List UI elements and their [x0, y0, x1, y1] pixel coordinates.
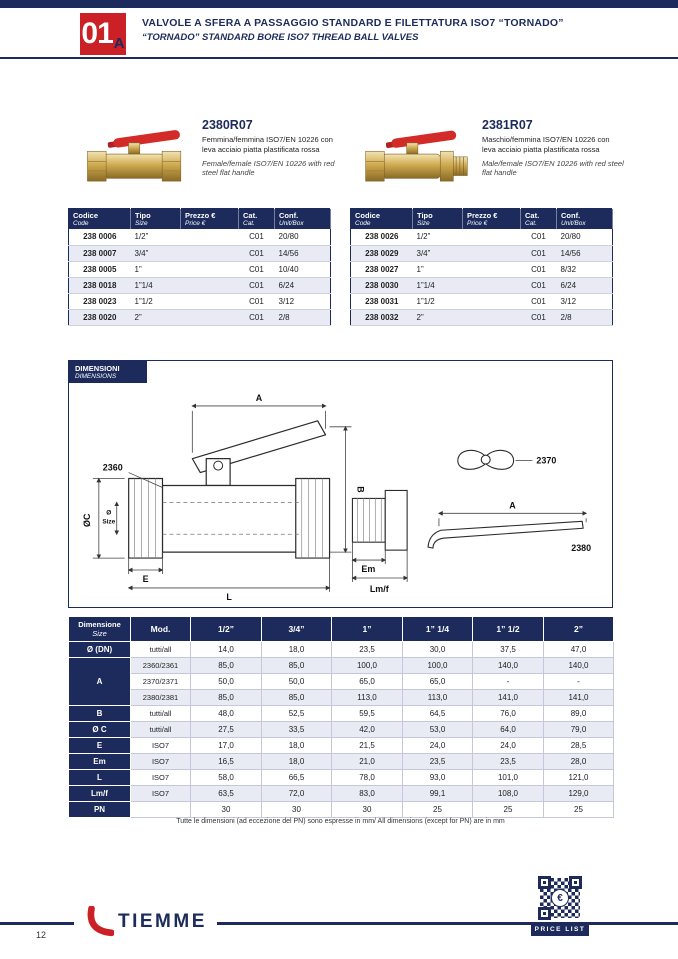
dim-name: Ø C — [69, 722, 131, 738]
cell-size: 3/4” — [131, 245, 181, 261]
dim-value: 83,0 — [332, 786, 403, 802]
dim-value: 27,5 — [191, 722, 262, 738]
dim-value: 18,0 — [262, 738, 332, 754]
cell-size: 1”1/2 — [131, 293, 181, 309]
col-dimensione: Dimensione Size — [69, 617, 131, 642]
dim-label-b: B — [355, 486, 366, 493]
product-description-it: Maschio/femmina ISO7/EN 10226 con leva acciaio piatta plastificata rossa — [482, 135, 610, 154]
col-size-one: 1” — [332, 617, 403, 642]
col-cat: Cat. Cat. — [239, 209, 275, 230]
cell-conf: 20/80 — [557, 229, 613, 245]
dim-value: 66,5 — [262, 770, 332, 786]
cell-code: 238 0006 — [69, 229, 131, 245]
page-title — [142, 17, 620, 43]
cell-conf: 6/24 — [557, 277, 613, 293]
col-codice: Codice Code — [69, 209, 131, 230]
table-header-row — [351, 209, 613, 230]
cell-price — [463, 245, 521, 261]
dim-value: 100,0 — [403, 658, 473, 674]
dim-label-lmf: Lm/f — [369, 583, 389, 594]
dim-row — [69, 754, 614, 770]
dimensions-table — [68, 616, 614, 818]
cell-conf: 6/24 — [275, 277, 331, 293]
cell-cat: C01 — [239, 245, 275, 261]
model-label-2370: 2370 — [536, 455, 557, 466]
product-photo-female-female-valve — [80, 118, 192, 192]
dim-value: 14,0 — [191, 642, 262, 658]
dim-label-o: Ø — [106, 509, 112, 517]
cell-conf: 3/12 — [557, 293, 613, 309]
cell-size: 2” — [413, 309, 463, 325]
qr-finder-icon — [538, 876, 551, 889]
dim-value: 53,0 — [403, 722, 473, 738]
dim-value: 37,5 — [473, 642, 544, 658]
table-row — [351, 261, 613, 277]
dim-mod: tutti/all — [131, 722, 191, 738]
dim-value: 23,5 — [332, 642, 403, 658]
dim-label-size: Size — [102, 518, 116, 526]
product-code: 2380R07 — [202, 118, 253, 132]
dim-value: 59,5 — [332, 706, 403, 722]
dim-mod: 2380/2381 — [131, 690, 191, 706]
dim-mod: tutti/all — [131, 642, 191, 658]
cell-cat: C01 — [239, 277, 275, 293]
cell-price — [181, 245, 239, 261]
cell-code: 238 0023 — [69, 293, 131, 309]
cell-cat: C01 — [521, 245, 557, 261]
brand-logo — [74, 904, 217, 940]
col-tipo: Tipo Size — [131, 209, 181, 230]
table-row — [351, 229, 613, 245]
cell-price — [181, 293, 239, 309]
table-row — [351, 309, 613, 325]
dim-label-a: A — [255, 392, 263, 403]
dim-mod: ISO7 — [131, 754, 191, 770]
dim-value: 99,1 — [403, 786, 473, 802]
cell-price — [463, 309, 521, 325]
price-list-qr-block — [530, 876, 590, 936]
dim-value: 25 — [403, 802, 473, 818]
title-english: “TORNADO” STANDARD BORE ISO7 THREAD BALL VALVES — [142, 32, 419, 43]
dim-value: 108,0 — [473, 786, 544, 802]
model-label-2380: 2380 — [571, 543, 592, 554]
technical-drawing — [69, 361, 611, 606]
dim-mod: 2360/2361 — [131, 658, 191, 674]
cell-code: 238 0007 — [69, 245, 131, 261]
dim-value: - — [473, 674, 544, 690]
dim-name: B — [69, 706, 131, 722]
dim-value: - — [544, 674, 614, 690]
dim-value: 25 — [544, 802, 614, 818]
col-codice: Codice Code — [351, 209, 413, 230]
col-conf: Conf. Unit/Box — [557, 209, 613, 230]
cell-code: 238 0032 — [351, 309, 413, 325]
cell-cat: C01 — [239, 261, 275, 277]
cell-size: 1” — [413, 261, 463, 277]
dim-value: 21,0 — [332, 754, 403, 770]
dim-name: Em — [69, 754, 131, 770]
cell-size: 1”1/4 — [131, 277, 181, 293]
dim-value: 64,0 — [473, 722, 544, 738]
product-info — [202, 118, 344, 192]
dim-mod: 2370/2371 — [131, 674, 191, 690]
dimensions-note: Tutte le dimensioni (ad eccezione del PN) sono espresse in mm/ All dimensions (except for PN) are in mm — [176, 818, 505, 825]
col-size-threequarter: 3/4” — [262, 617, 332, 642]
cell-conf: 2/8 — [557, 309, 613, 325]
dim-row — [69, 770, 614, 786]
table-row — [69, 229, 331, 245]
dim-value: 63,5 — [191, 786, 262, 802]
cell-size: 1”1/2 — [413, 293, 463, 309]
dim-row — [69, 738, 614, 754]
dim-mod: ISO7 — [131, 770, 191, 786]
dim-value: 89,0 — [544, 706, 614, 722]
cell-code: 238 0005 — [69, 261, 131, 277]
col-prezzo: Prezzo € Price € — [463, 209, 521, 230]
col-size-half: 1/2” — [191, 617, 262, 642]
section-badge — [80, 13, 126, 55]
dim-row — [69, 642, 614, 658]
dim-name: L — [69, 770, 131, 786]
dim-value: 100,0 — [332, 658, 403, 674]
dim-value: 18,0 — [262, 642, 332, 658]
cell-cat: C01 — [521, 229, 557, 245]
dim-mod: ISO7 — [131, 786, 191, 802]
dim-value: 24,0 — [473, 738, 544, 754]
table-row — [351, 277, 613, 293]
dim-label-em: Em — [361, 564, 376, 575]
dim-value: 64,5 — [403, 706, 473, 722]
table-row — [69, 293, 331, 309]
dim-name: A — [69, 658, 131, 706]
dim-label-l: L — [226, 591, 232, 602]
dim-mod: ISO7 — [131, 738, 191, 754]
header-divider — [0, 57, 678, 59]
dim-value: 85,0 — [191, 690, 262, 706]
cell-price — [181, 277, 239, 293]
dim-header-row — [69, 617, 614, 642]
dim-value: 121,0 — [544, 770, 614, 786]
dim-value: 78,0 — [332, 770, 403, 786]
table-row — [69, 277, 331, 293]
dim-value: 141,0 — [544, 690, 614, 706]
cell-size: 3/4” — [413, 245, 463, 261]
table-row — [69, 245, 331, 261]
cell-cat: C01 — [521, 293, 557, 309]
section-letter: A — [113, 35, 125, 52]
dim-mod — [131, 802, 191, 818]
dim-value: 79,0 — [544, 722, 614, 738]
cell-conf: 8/32 — [557, 261, 613, 277]
dim-row — [69, 690, 614, 706]
cell-conf: 14/56 — [275, 245, 331, 261]
dim-value: 23,5 — [403, 754, 473, 770]
dim-value: 58,0 — [191, 770, 262, 786]
table-row — [351, 245, 613, 261]
tiemme-swoosh-icon — [84, 906, 114, 938]
product-description-en: Female/female ISO7/EN 10226 with red steel flat handle — [202, 158, 335, 178]
dim-row — [69, 722, 614, 738]
dim-value: 33,5 — [262, 722, 332, 738]
dim-value: 28,5 — [544, 738, 614, 754]
col-conf: Conf. Unit/Box — [275, 209, 331, 230]
dim-value: 140,0 — [473, 658, 544, 674]
col-size-onehalf: 1” 1/2 — [473, 617, 544, 642]
cell-size: 1/2” — [131, 229, 181, 245]
table-header-row — [69, 209, 331, 230]
cell-conf: 10/40 — [275, 261, 331, 277]
dim-value: 65,0 — [332, 674, 403, 690]
dim-value: 17,0 — [191, 738, 262, 754]
dim-value: 48,0 — [191, 706, 262, 722]
col-mod: Mod. — [131, 617, 191, 642]
product-table-2381R07 — [350, 208, 613, 326]
dim-value: 30 — [191, 802, 262, 818]
product-info — [482, 118, 624, 192]
dim-value: 65,0 — [403, 674, 473, 690]
product-description-it: Femmina/femmina ISO7/EN 10226 con leva acciaio piatta plastificata rossa — [202, 135, 333, 154]
table-row — [69, 261, 331, 277]
col-prezzo: Prezzo € Price € — [181, 209, 239, 230]
cell-cat: C01 — [521, 277, 557, 293]
cell-code: 238 0018 — [69, 277, 131, 293]
section-number: 01 — [81, 17, 113, 50]
qr-finder-icon — [538, 907, 551, 920]
dim-value: 129,0 — [544, 786, 614, 802]
cell-price — [181, 309, 239, 325]
cell-cat: C01 — [521, 261, 557, 277]
dim-name: Lm/f — [69, 786, 131, 802]
dimensions-title-en: DIMENSIONS — [75, 373, 117, 380]
dim-label-oc: ØC — [81, 513, 92, 527]
dim-value: 76,0 — [473, 706, 544, 722]
cell-price — [463, 277, 521, 293]
dim-value: 93,0 — [403, 770, 473, 786]
dim-value: 85,0 — [262, 690, 332, 706]
dim-row — [69, 786, 614, 802]
dim-row — [69, 802, 614, 818]
cell-conf: 2/8 — [275, 309, 331, 325]
brand-name: TIEMME — [118, 911, 207, 932]
dim-value: 24,0 — [403, 738, 473, 754]
cell-cat: C01 — [239, 309, 275, 325]
dim-value: 21,5 — [332, 738, 403, 754]
dim-value: 18,0 — [262, 754, 332, 770]
product-photo-male-female-valve — [360, 118, 472, 192]
top-bar — [0, 0, 678, 8]
cell-price — [463, 293, 521, 309]
dim-row — [69, 658, 614, 674]
dim-value: 16,5 — [191, 754, 262, 770]
qr-finder-icon — [569, 876, 582, 889]
cell-code: 238 0026 — [351, 229, 413, 245]
cell-size: 1”1/4 — [413, 277, 463, 293]
dim-value: 30 — [262, 802, 332, 818]
cell-size: 1/2” — [413, 229, 463, 245]
dim-name: PN — [69, 802, 131, 818]
dim-value: 140,0 — [544, 658, 614, 674]
cell-code: 238 0031 — [351, 293, 413, 309]
dim-value: 25 — [473, 802, 544, 818]
dimensions-box — [68, 360, 613, 608]
dim-label-e: E — [142, 573, 149, 584]
dim-name: Ø (DN) — [69, 642, 131, 658]
dimensions-tab — [69, 361, 147, 383]
model-label-2360: 2360 — [102, 462, 123, 473]
cell-code: 238 0030 — [351, 277, 413, 293]
euro-icon: € — [551, 889, 569, 907]
dim-value: 141,0 — [473, 690, 544, 706]
dim-value: 28,0 — [544, 754, 614, 770]
cell-size: 2” — [131, 309, 181, 325]
cell-price — [181, 229, 239, 245]
cell-cat: C01 — [239, 293, 275, 309]
dim-mod: tutti/all — [131, 706, 191, 722]
dim-value: 23,5 — [473, 754, 544, 770]
col-tipo: Tipo Size — [413, 209, 463, 230]
dim-value: 72,0 — [262, 786, 332, 802]
table-row — [351, 293, 613, 309]
cell-code: 238 0020 — [69, 309, 131, 325]
dim-value: 42,0 — [332, 722, 403, 738]
cell-code: 238 0029 — [351, 245, 413, 261]
col-cat: Cat. Cat. — [521, 209, 557, 230]
price-list-label: PRICE LIST — [531, 923, 589, 936]
dim-value: 113,0 — [403, 690, 473, 706]
cell-conf: 3/12 — [275, 293, 331, 309]
dim-label-a2: A — [509, 500, 516, 511]
dim-value: 30,0 — [403, 642, 473, 658]
cell-cat: C01 — [239, 229, 275, 245]
dim-value: 30 — [332, 802, 403, 818]
page-number: 12 — [36, 930, 47, 940]
dim-row — [69, 674, 614, 690]
dim-value: 85,0 — [262, 658, 332, 674]
dimensions-title-it: DIMENSIONI — [75, 364, 120, 373]
dim-value: 101,0 — [473, 770, 544, 786]
dim-row — [69, 706, 614, 722]
title-italian: VALVOLE A SFERA A PASSAGGIO STANDARD E FILETTATURA ISO7 “TORNADO” — [142, 17, 564, 29]
dim-value: 47,0 — [544, 642, 614, 658]
cell-cat: C01 — [521, 309, 557, 325]
product-code: 2381R07 — [482, 118, 533, 132]
cell-code: 238 0027 — [351, 261, 413, 277]
cell-conf: 14/56 — [557, 245, 613, 261]
product-2381R07 — [360, 118, 632, 192]
dim-value: 52,5 — [262, 706, 332, 722]
dim-value: 50,0 — [191, 674, 262, 690]
cell-price — [463, 261, 521, 277]
product-2380R07 — [80, 118, 352, 192]
col-size-onequarter: 1” 1/4 — [403, 617, 473, 642]
cell-price — [463, 229, 521, 245]
col-size-two: 2” — [544, 617, 614, 642]
dim-value: 113,0 — [332, 690, 403, 706]
qr-code — [538, 876, 582, 920]
cell-size: 1” — [131, 261, 181, 277]
dim-value: 50,0 — [262, 674, 332, 690]
product-table-2380R07 — [68, 208, 331, 326]
product-description-en: Male/female ISO7/EN 10226 with red steel flat handle — [482, 158, 624, 178]
dim-name: E — [69, 738, 131, 754]
cell-price — [181, 261, 239, 277]
dim-value: 85,0 — [191, 658, 262, 674]
table-row — [69, 309, 331, 325]
cell-conf: 20/80 — [275, 229, 331, 245]
